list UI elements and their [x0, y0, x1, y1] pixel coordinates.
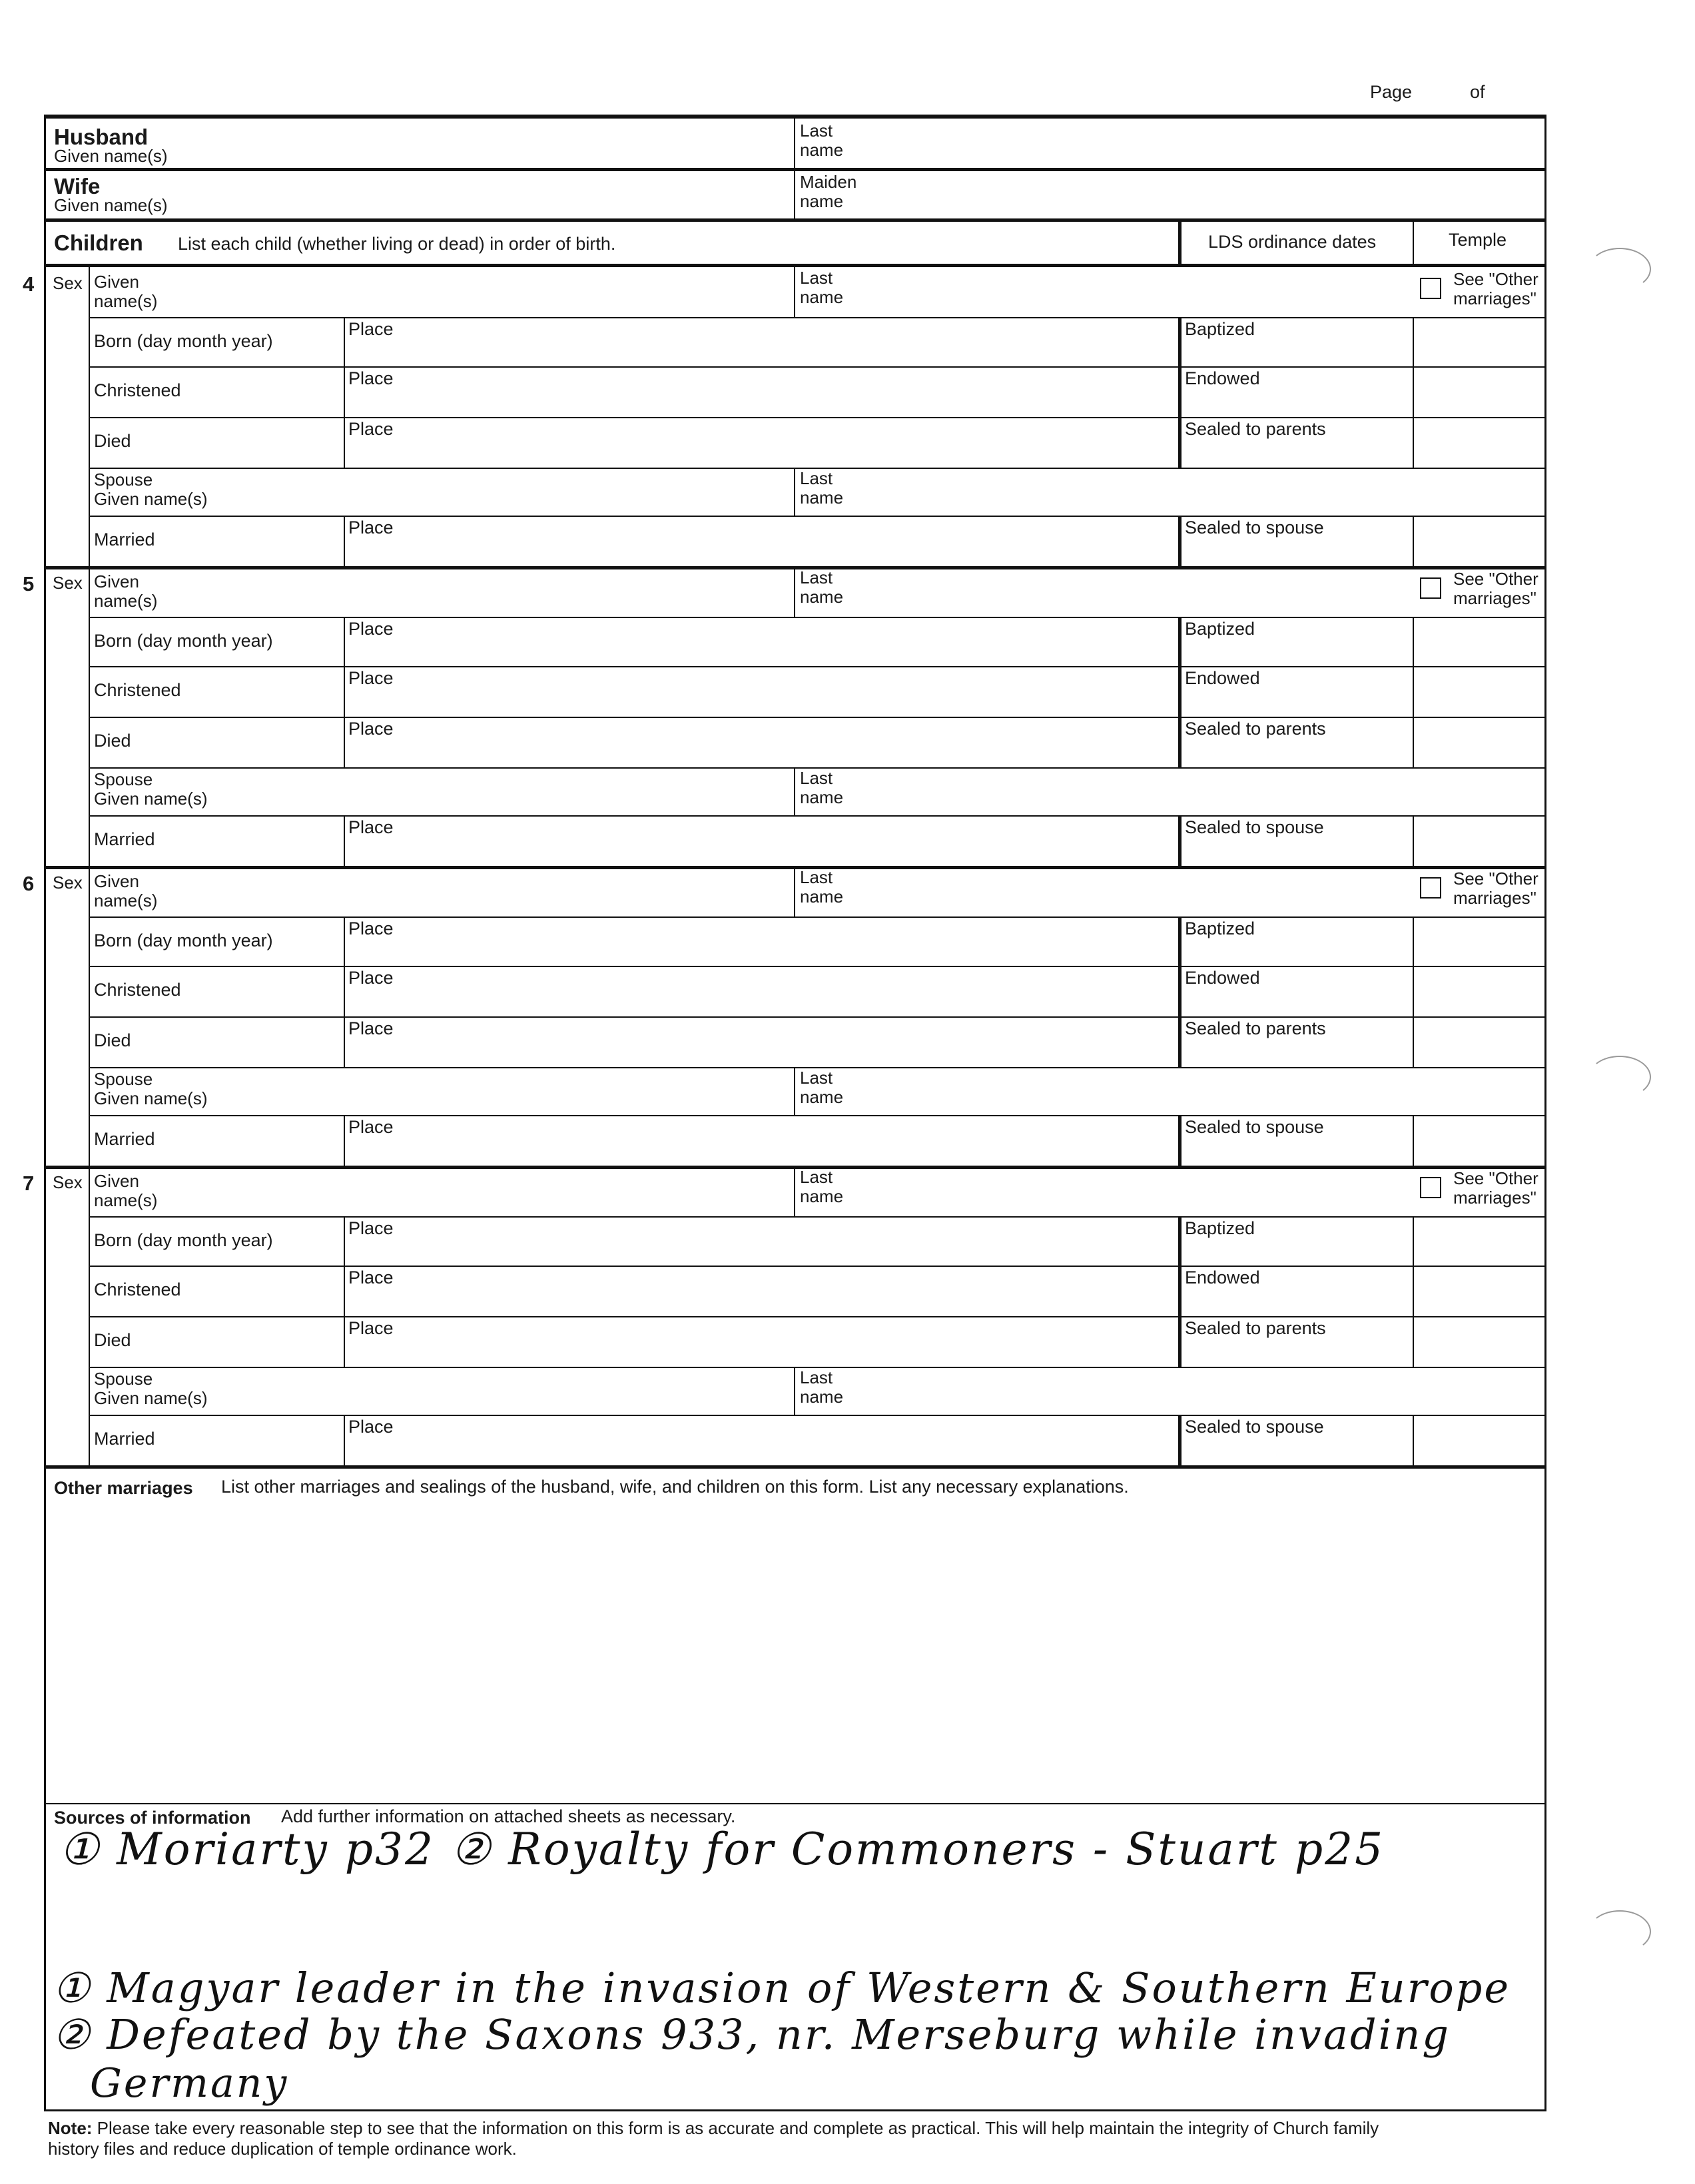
see-other-marriages-checkbox[interactable] [1420, 278, 1441, 299]
child-block [46, 867, 1544, 1166]
child-given-label-2: name(s) [94, 591, 158, 611]
child-born-place-label: Place [348, 619, 394, 639]
other-marriages-title: Other marriages [54, 1478, 193, 1498]
child-christened-label: Christened [94, 980, 181, 1000]
child-sealed-spouse-label: Sealed to spouse [1185, 1417, 1324, 1437]
child-baptized-label: Baptized [1185, 918, 1255, 938]
child-spouse-last-label-2: name [800, 1387, 844, 1407]
child-number: 7 [23, 1172, 35, 1195]
child-born-label: Born (day month year) [94, 1230, 273, 1250]
child-last-label: Last [800, 268, 833, 288]
child-born-label: Born (day month year) [94, 331, 273, 351]
child-spouse-last-label-2: name [800, 787, 844, 807]
child-endowed-label: Endowed [1185, 368, 1260, 388]
note-label: Note: [48, 2118, 93, 2138]
child-given-label-2: name(s) [94, 1190, 158, 1210]
note-text-1: Please take every reasonable step to see that the information on this form is as accurate and complete as practical. This will help maintain the integrity of Church family [97, 2118, 1379, 2138]
child-died-label: Died [94, 731, 131, 751]
lds-ordinance-label: LDS ordinance dates [1208, 232, 1377, 252]
child-born-place-label: Place [348, 319, 394, 339]
child-born-place-label: Place [348, 1218, 394, 1238]
child-born-label: Born (day month year) [94, 930, 273, 950]
family-group-record-form [44, 115, 1546, 2111]
child-sealed-parents-label: Sealed to parents [1185, 419, 1326, 439]
handwritten-source-line-1: ① Moriarty p32 ② Royalty for Commoners - Stuart p25 [59, 1824, 1385, 1875]
child-married-label: Married [94, 1429, 155, 1449]
child-baptized-label: Baptized [1185, 1218, 1255, 1238]
child-block [46, 1166, 1544, 1466]
other-marriages-instruction: List other marriages and sealings of the husband, wife, and children on this form. List any necessary explanations. [221, 1477, 1129, 1497]
child-married-place-label: Place [348, 817, 394, 837]
husband-title: Husband [54, 125, 149, 149]
child-spouse-last-label: Last [800, 1367, 833, 1387]
note-text-2: history files and reduce duplication of temple ordinance work. [48, 2139, 517, 2159]
child-married-place-label: Place [348, 1117, 394, 1137]
child-spouse-last-label-2: name [800, 488, 844, 508]
child-sex-label: Sex [53, 873, 83, 893]
of-label: of [1470, 82, 1485, 102]
child-block [46, 567, 1544, 867]
child-last-label: Last [800, 1167, 833, 1187]
child-given-label: Given [94, 571, 139, 591]
wife-maiden-label-2: name [800, 191, 844, 211]
see-other-marriages-checkbox[interactable] [1420, 577, 1441, 599]
child-spouse-label: Spouse [94, 769, 153, 789]
child-spouse-label: Spouse [94, 470, 153, 490]
sources-title: Sources of information [54, 1808, 251, 1828]
wife-given-label: Given name(s) [54, 195, 168, 215]
child-died-place-label: Place [348, 419, 394, 439]
see-other-marriages-label-2: marriages" [1453, 588, 1536, 608]
child-spouse-label: Spouse [94, 1069, 153, 1089]
binder-hole-middle [1588, 1056, 1651, 1098]
husband-last-label: Last [800, 121, 833, 141]
child-spouse-given-label: Given name(s) [94, 1388, 208, 1408]
husband-given-label: Given name(s) [54, 146, 168, 166]
child-sealed-parents-label: Sealed to parents [1185, 1318, 1326, 1338]
child-sex-label: Sex [53, 573, 83, 593]
child-christened-place-label: Place [348, 968, 394, 988]
child-baptized-label: Baptized [1185, 619, 1255, 639]
see-other-marriages-checkbox[interactable] [1420, 1177, 1441, 1198]
see-other-marriages-label-2: marriages" [1453, 288, 1536, 308]
child-sealed-parents-label: Sealed to parents [1185, 1018, 1326, 1038]
child-married-label: Married [94, 1129, 155, 1149]
handwritten-source-line-4: Germany [90, 2060, 289, 2107]
see-other-marriages-checkbox[interactable] [1420, 877, 1441, 899]
binder-hole-top [1588, 248, 1651, 290]
child-spouse-last-label: Last [800, 468, 833, 488]
child-given-label: Given [94, 871, 139, 891]
wife-maiden-label: Maiden [800, 172, 857, 192]
child-spouse-given-label: Given name(s) [94, 1088, 208, 1108]
child-sex-label: Sex [53, 1172, 83, 1192]
child-endowed-label: Endowed [1185, 968, 1260, 988]
child-last-label: Last [800, 567, 833, 587]
see-other-marriages-label: See "Other [1453, 569, 1538, 589]
wife-title: Wife [54, 174, 101, 198]
child-last-label-2: name [800, 887, 844, 907]
sources-instruction: Add further information on attached sheets as necessary. [281, 1806, 736, 1826]
child-sealed-spouse-label: Sealed to spouse [1185, 1117, 1324, 1137]
child-born-label: Born (day month year) [94, 631, 273, 651]
child-sealed-parents-label: Sealed to parents [1185, 719, 1326, 739]
child-christened-place-label: Place [348, 368, 394, 388]
child-last-label: Last [800, 867, 833, 887]
child-died-place-label: Place [348, 719, 394, 739]
child-last-label-2: name [800, 287, 844, 307]
child-sex-label: Sex [53, 273, 83, 293]
see-other-marriages-label: See "Other [1453, 1168, 1538, 1188]
children-instruction: List each child (whether living or dead) in order of birth. [178, 234, 616, 254]
child-spouse-last-label: Last [800, 1068, 833, 1088]
child-sealed-spouse-label: Sealed to spouse [1185, 518, 1324, 538]
child-christened-place-label: Place [348, 1268, 394, 1287]
handwritten-source-line-2: ① Magyar leader in the invasion of Western & Southern Europe [53, 1964, 1511, 2012]
child-married-label: Married [94, 829, 155, 849]
child-endowed-label: Endowed [1185, 1268, 1260, 1287]
child-married-label: Married [94, 530, 155, 549]
child-christened-place-label: Place [348, 668, 394, 688]
child-died-label: Died [94, 1330, 131, 1350]
child-christened-label: Christened [94, 680, 181, 700]
child-given-label: Given [94, 1171, 139, 1191]
child-spouse-given-label: Given name(s) [94, 489, 208, 509]
binder-hole-bottom [1588, 1910, 1651, 1953]
see-other-marriages-label-2: marriages" [1453, 888, 1536, 908]
child-christened-label: Christened [94, 1279, 181, 1299]
see-other-marriages-label: See "Other [1453, 869, 1538, 889]
child-married-place-label: Place [348, 518, 394, 538]
child-spouse-last-label-2: name [800, 1087, 844, 1107]
child-married-place-label: Place [348, 1417, 394, 1437]
child-given-label: Given [94, 272, 139, 292]
husband-last-label-2: name [800, 140, 844, 160]
child-spouse-label: Spouse [94, 1369, 153, 1389]
child-number: 5 [23, 572, 35, 595]
page-label: Page [1370, 82, 1413, 102]
see-other-marriages-label-2: marriages" [1453, 1188, 1536, 1208]
child-block [46, 267, 1544, 567]
temple-label: Temple [1449, 230, 1507, 250]
child-endowed-label: Endowed [1185, 668, 1260, 688]
child-number: 4 [23, 272, 35, 296]
child-born-place-label: Place [348, 918, 394, 938]
see-other-marriages-label: See "Other [1453, 269, 1538, 289]
child-spouse-given-label: Given name(s) [94, 789, 208, 809]
child-baptized-label: Baptized [1185, 319, 1255, 339]
child-died-place-label: Place [348, 1318, 394, 1338]
child-last-label-2: name [800, 1186, 844, 1206]
child-died-label: Died [94, 1030, 131, 1050]
child-last-label-2: name [800, 587, 844, 607]
child-number: 6 [23, 872, 35, 895]
child-given-label-2: name(s) [94, 891, 158, 910]
handwritten-source-line-3: ② Defeated by the Saxons 933, nr. Merseburg while invading [53, 2010, 1451, 2059]
child-christened-label: Christened [94, 380, 181, 400]
child-died-place-label: Place [348, 1018, 394, 1038]
children-title: Children [54, 230, 143, 255]
child-died-label: Died [94, 431, 131, 451]
child-sealed-spouse-label: Sealed to spouse [1185, 817, 1324, 837]
child-spouse-last-label: Last [800, 768, 833, 788]
note-text [48, 2118, 1379, 2139]
child-given-label-2: name(s) [94, 291, 158, 311]
